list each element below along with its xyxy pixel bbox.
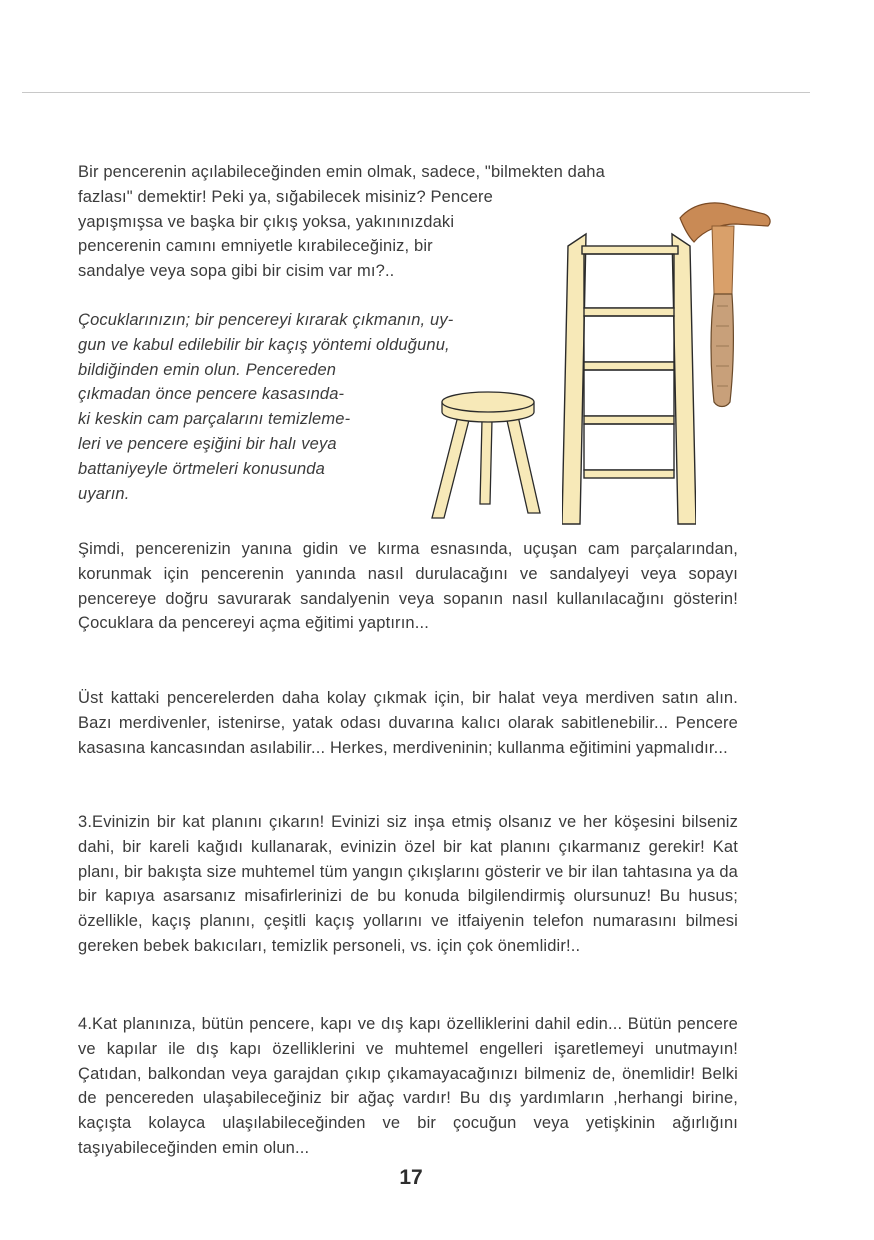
ladder-paragraph: Üst kattaki pencerelerden daha kolay çıkmak için, bir halat veya merdiven satın alın. Bazı merdivenler, istenirse, yatak odası duvarına kalıcı olarak sabitlenebilir... Pencere kasasına kancasından asılabilir... Herkes, merdiveninin; kullanma eğitimini yapmalıdır...: [78, 689, 738, 757]
children-warning-line: bildiğinden emin olun. Pencereden: [78, 360, 337, 379]
children-warning-line: battaniyeyle örtmeleri konusunda: [78, 459, 325, 478]
demonstration-paragraph: Şimdi, pencerenizin yanına gidin ve kırma esnasında, uçuşan cam parçalarından, korunmak için pencerenin yanında nasıl durulacağını ve sandalyeyi veya sopayı pencereye doğru savurarak sandalyenin veya sopanın nasıl kullanılacağını gösterin! Çocuklara da pencereyi açma eğitimi yaptırın...: [78, 540, 738, 633]
children-warning-line: gun ve kabul edilebilir bir kaçış yöntemi olduğunu,: [78, 335, 450, 354]
children-warning-line: ki keskin cam parçalarını temizleme-: [78, 410, 351, 429]
children-warning-line: çıkmadan önce pencere kasasında-: [78, 385, 345, 404]
children-warning-line: leri ve pencere eşiğini bir halı veya: [78, 434, 337, 453]
children-warning-line: Çocuklarınızın; bir pencereyi kırarak çıkmanın, uy-: [78, 311, 454, 329]
intro-line: fazlası" demektir! Peki ya, sığabilecek misiniz? Pencere: [78, 187, 494, 206]
page-number: 17: [399, 1166, 423, 1189]
children-warning-line: uyarın.: [78, 484, 130, 503]
top-rule: [22, 92, 810, 93]
plan-markings-paragraph: 4.Kat planınıza, bütün pencere, kapı ve dış kapı özelliklerini dahil edin... Bütün pencere ve kapılar ile dış kapı özelliklerini ve muhtemel engelleri işaretlemeyi unutmayın! Çatıdan, balkondan veya garajdan çıkıp çıkamayacağınızı bilmeniz de, önemlidir! Belki de pencereden ulaşabileceğiniz bir ağaç vardır! Bu dış yardımların ,herhangi birine, kaçışta kolayca ulaşılabileceğinden ve bir çocuğun veya yetişkinin ağırlığını taşıyabileceğinden emin olun...: [78, 1015, 738, 1157]
hammer-icon: [676, 196, 776, 410]
stool-illustration: [428, 378, 548, 528]
intro-line: yapışmışsa ve başka bir çıkış yoksa, yakınınızdaki: [78, 212, 455, 231]
intro-line: Bir pencerenin açılabileceğinden emin olmak, sadece, "bilmekten daha: [78, 163, 605, 181]
floor-plan-paragraph: 3.Evinizin bir kat planını çıkarın! Evinizi siz inşa etmiş olsanız ve her köşesini bilseniz dahi, bir kareli kağıdı kullanarak, evinizin özel bir kat planını çıkarmanız gerekir! Kat planı, bir bakışta size muhtemel tüm yangın çıkışlarını gösterir ve bir ilan tahtasına ya da bir kapıya asarsanız misafirlerinizi de bu konuda bilgilendirmiş olursunuz! Bu husus; özellikle, kaçış planını, çeşitli kaçış yollarını ve itfaiyenin telefon numarasını bilmesi gereken bebek bakıcıları, temizlik personeli, vs. için çok önemlidir!..: [78, 813, 738, 955]
intro-line: sandalye veya sopa gibi bir cisim var mı?..: [78, 262, 395, 281]
intro-line: pencerenin camını emniyetle kırabileceğiniz, bir: [78, 237, 433, 256]
